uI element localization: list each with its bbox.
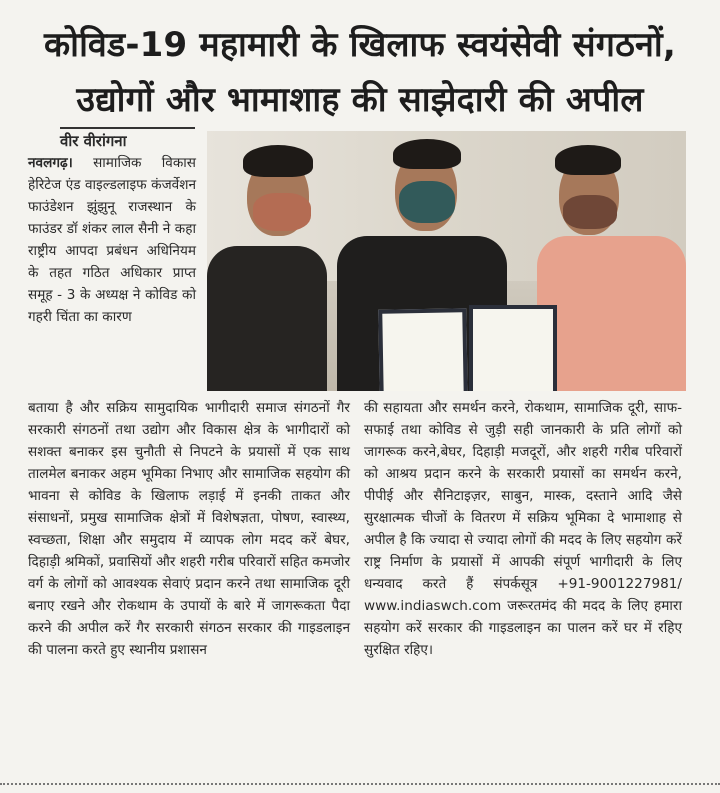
intro-paragraph xyxy=(28,152,196,328)
certificate-right xyxy=(469,305,557,391)
news-photo xyxy=(207,131,686,391)
left-column: बताया है और सक्रिय सामुदायिक भागीदारी समाज संगठनों गैर सरकारी संगठनों तथा उद्योग और विकास क्षेत्र के भागीदारों को सशक्त बनाकर इस चुनौती से निपटने के प्रयासों में एक साथ तालमेल बनाकर अहम भूमिका निभाए और सामाजिक सहयोग की भावना से कोविड के खिलाफ लड़ाई में इनकी ताकत और संसाधनों, प्रमुख सामाजिक क्षेत्रों में विशेषज्ञता, पोषण, स्वास्थ्य, स्वच्छता, शिक्षा और समुदाय में व्यापक लोग मदद करें बेघर, दिहाड़ी श्रमिकों, प्रवासियों और शहरी गरीब परिवारों सहित कमजोर वर्ग के लोगों को आवश्यक सेवाएं प्रदान करने तथा सामाजिक दूरी बनाए रखने और रोकथाम के उपायों के बारे में जागरूकता पैदा करने की अपील करें गैर सरकारी संगठन सरकार की गाइडलाइन की पालना करते हुए स्थानीय प्रशासन xyxy=(28,400,350,658)
byline: वीर वीरांगना xyxy=(60,127,195,151)
headline-line-1: कोविड-19 महामारी के खिलाफ स्वयंसेवी संगठनों, xyxy=(43,25,677,65)
headline-line-2: उद्योगों और भामाशाह की साझेदारी की अपील xyxy=(76,80,644,120)
right-column: की सहायता और समर्थन करने, रोकथाम, सामाजिक दूरी, साफ-सफाई तथा कोविड से जुड़ी सही जानकारी के प्रति लोगों को जागरूक करने,बेघर, दिहाड़ी मजदूरों, और शहरी गरीब परिवारों को आश्रय प्रदान करने के सरकारी प्रयासों का समर्थन करने, पीपीई और सैनिटाइज़र, साबुन, मास्क, दस्ताने आदि जैसे सुरक्षात्मक चीजों के वितरण में सक्रिय भूमिका दे भामाशाह से अपील है कि ज्यादा से ज्यादा लोगों की मदद के लिए सहयोग करें राष्ट्र निर्माण के प्रयासों में आपकी संपूर्ण भागीदारी के लिए धन्यवाद करते हैं संपर्कसूत्र +91-9001227981/ www.indiaswch.com जरूरतमंद की मदद के लिए हमारा सहयोग करें सरकार की गाइडलाइन का पालन करें घर में रहिए सुरक्षित रहिए। xyxy=(364,400,682,658)
bottom-dotted-rule xyxy=(0,783,720,785)
dateline: नवलगढ़। xyxy=(28,155,73,171)
intro-text: सामाजिक विकास हेरिटेज एंड वाइल्डलाइफ कंजर्वेशन फाउंडेशन झुंझुनू राजस्थान के फाउंडर डॉ शंकर लाल सैनी ने कहा राष्ट्रीय आपदा प्रबंधन अधिनियम के तहत गठित अधिकार प्राप्त समूह - 3 के अध्यक्ष ने कोविड को गहरी चिंता का कारण xyxy=(28,155,196,325)
adjacent-column-edge xyxy=(712,140,720,780)
certificate-left xyxy=(378,308,468,391)
